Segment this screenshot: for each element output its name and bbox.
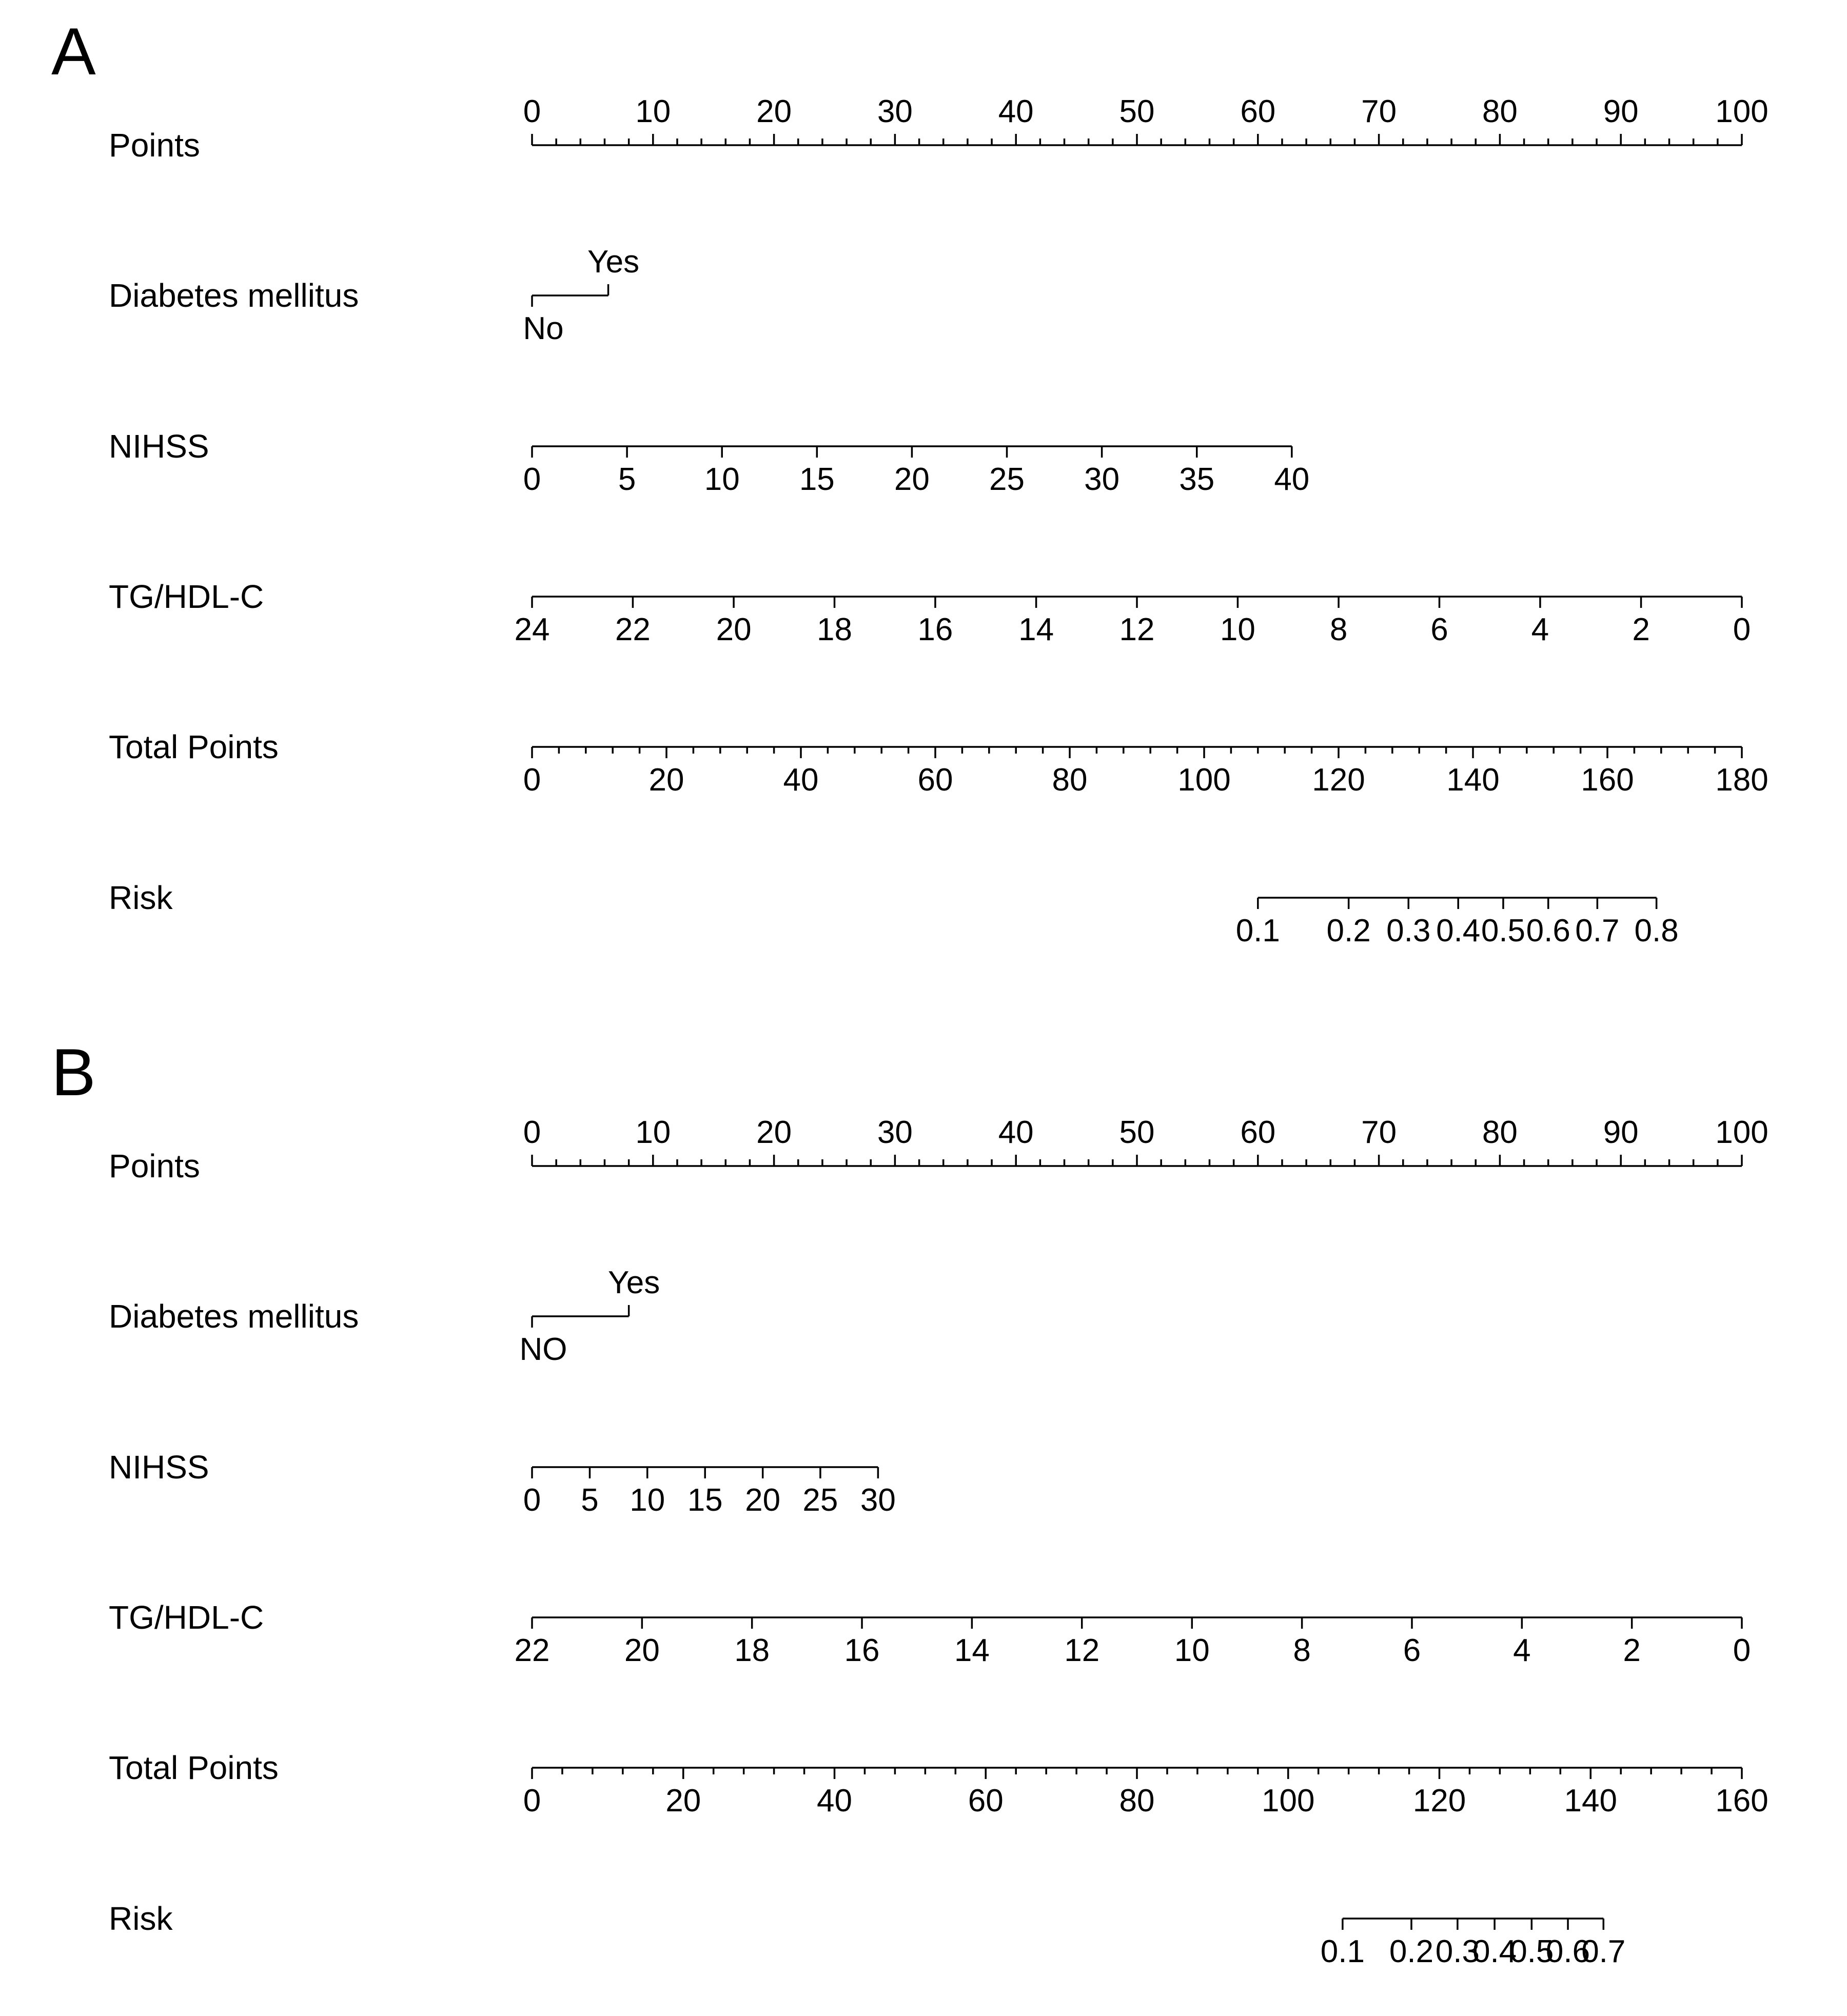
total-points-tick-label: 40 [783, 762, 819, 798]
category-level-label: No [523, 311, 564, 346]
variable-tick-label: 24 [514, 612, 550, 647]
panel-label: A [51, 14, 96, 89]
category-level-label: Yes [608, 1265, 660, 1300]
row-label: Points [109, 127, 200, 164]
total-points-tick-label: 100 [1177, 762, 1231, 798]
variable-tick-label: 14 [1018, 612, 1054, 647]
row-label: NIHSS [109, 428, 209, 465]
variable-tick-label: 4 [1513, 1633, 1531, 1668]
variable-tick-label: 10 [704, 462, 740, 497]
row-continuous [109, 428, 1309, 497]
points-tick-label: 70 [1361, 94, 1397, 129]
variable-tick-label: 8 [1293, 1633, 1311, 1668]
variable-tick-label: 0 [1733, 612, 1751, 647]
risk-tick-label: 0.3 [1435, 1934, 1480, 1969]
points-tick-label: 0 [523, 1115, 541, 1150]
row-risk [109, 1900, 1625, 1969]
row-categorical [109, 244, 639, 346]
row-continuous [109, 1449, 896, 1518]
variable-tick-label: 20 [745, 1483, 781, 1518]
total-points-tick-label: 20 [665, 1783, 701, 1819]
points-tick-label: 70 [1361, 1115, 1397, 1150]
risk-tick-label: 0.1 [1235, 913, 1280, 948]
variable-tick-label: 30 [1084, 462, 1120, 497]
points-tick-label: 100 [1715, 94, 1769, 129]
variable-tick-label: 15 [687, 1483, 723, 1518]
total-points-tick-label: 160 [1581, 762, 1634, 798]
variable-tick-label: 6 [1430, 612, 1448, 647]
total-points-tick-label: 0 [523, 762, 541, 798]
total-points-tick-label: 140 [1564, 1783, 1617, 1819]
risk-tick-label: 0.4 [1436, 913, 1481, 948]
variable-tick-label: 20 [716, 612, 752, 647]
points-tick-label: 60 [1240, 1115, 1276, 1150]
total-points-tick-label: 160 [1715, 1783, 1769, 1819]
total-points-tick-label: 180 [1715, 762, 1769, 798]
variable-tick-label: 18 [734, 1633, 770, 1668]
row-label: TG/HDL-C [109, 578, 264, 615]
points-tick-label: 20 [756, 94, 792, 129]
points-tick-label: 40 [998, 1115, 1034, 1150]
variable-tick-label: 12 [1064, 1633, 1100, 1668]
variable-tick-label: 4 [1531, 612, 1549, 647]
variable-tick-label: 22 [615, 612, 651, 647]
variable-tick-label: 18 [817, 612, 852, 647]
row-points [109, 94, 1769, 164]
variable-tick-label: 0 [523, 1483, 541, 1518]
variable-tick-label: 10 [1220, 612, 1255, 647]
variable-tick-label: 40 [1274, 462, 1310, 497]
points-tick-label: 10 [635, 94, 671, 129]
total-points-tick-label: 40 [817, 1783, 852, 1819]
risk-tick-label: 0.4 [1472, 1934, 1517, 1969]
risk-tick-label: 0.8 [1634, 913, 1679, 948]
risk-tick-label: 0.2 [1326, 913, 1371, 948]
points-tick-label: 30 [877, 1115, 913, 1150]
points-tick-label: 60 [1240, 94, 1276, 129]
variable-tick-label: 0 [523, 462, 541, 497]
variable-tick-label: 2 [1623, 1633, 1641, 1668]
row-label: Diabetes mellitus [109, 277, 359, 314]
points-tick-label: 30 [877, 94, 913, 129]
variable-tick-label: 20 [624, 1633, 660, 1668]
risk-tick-label: 0.6 [1526, 913, 1570, 948]
points-tick-label: 10 [635, 1115, 671, 1150]
total-points-tick-label: 20 [649, 762, 684, 798]
total-points-tick-label: 60 [968, 1783, 1004, 1819]
row-label: Risk [109, 1900, 173, 1937]
points-tick-label: 20 [756, 1115, 792, 1150]
points-tick-label: 80 [1482, 1115, 1518, 1150]
variable-tick-label: 16 [844, 1633, 880, 1668]
row-total [109, 728, 1769, 798]
points-tick-label: 50 [1119, 94, 1155, 129]
risk-tick-label: 0.5 [1509, 1934, 1554, 1969]
nomogram-panel-b [51, 1035, 1769, 1969]
risk-tick-label: 0.5 [1481, 913, 1526, 948]
row-risk [109, 879, 1679, 948]
variable-tick-label: 8 [1329, 612, 1348, 647]
risk-tick-label: 0.1 [1320, 1934, 1365, 1969]
variable-tick-label: 10 [1174, 1633, 1210, 1668]
total-points-tick-label: 140 [1446, 762, 1500, 798]
risk-tick-label: 0.2 [1389, 1934, 1434, 1969]
row-continuous [109, 1599, 1751, 1668]
row-points [109, 1115, 1769, 1184]
total-points-tick-label: 80 [1052, 762, 1088, 798]
points-tick-label: 90 [1603, 1115, 1639, 1150]
variable-tick-label: 20 [894, 462, 930, 497]
row-label: Total Points [109, 728, 279, 765]
risk-tick-label: 0.6 [1545, 1934, 1590, 1969]
variable-tick-label: 0 [1733, 1633, 1751, 1668]
points-tick-label: 50 [1119, 1115, 1155, 1150]
row-label: Total Points [109, 1749, 279, 1786]
variable-tick-label: 25 [802, 1483, 838, 1518]
row-label: Diabetes mellitus [109, 1298, 359, 1335]
nomogram-panel-a [51, 14, 1769, 948]
total-points-tick-label: 80 [1119, 1783, 1155, 1819]
variable-tick-label: 5 [618, 462, 636, 497]
points-tick-label: 0 [523, 94, 541, 129]
risk-tick-label: 0.3 [1386, 913, 1431, 948]
variable-tick-label: 2 [1632, 612, 1650, 647]
row-label: Risk [109, 879, 173, 916]
points-tick-label: 90 [1603, 94, 1639, 129]
category-level-label: Yes [587, 244, 640, 280]
category-level-label: NO [519, 1332, 567, 1367]
variable-tick-label: 15 [799, 462, 835, 497]
variable-tick-label: 35 [1179, 462, 1215, 497]
points-tick-label: 80 [1482, 94, 1518, 129]
risk-tick-label: 0.7 [1575, 913, 1620, 948]
risk-tick-label: 0.7 [1581, 1934, 1626, 1969]
panel-label: B [51, 1035, 96, 1110]
total-points-tick-label: 120 [1312, 762, 1365, 798]
row-categorical [109, 1265, 660, 1367]
variable-tick-label: 12 [1119, 612, 1155, 647]
variable-tick-label: 5 [581, 1483, 599, 1518]
total-points-tick-label: 100 [1262, 1783, 1315, 1819]
points-tick-label: 100 [1715, 1115, 1769, 1150]
total-points-tick-label: 60 [917, 762, 953, 798]
total-points-tick-label: 120 [1412, 1783, 1466, 1819]
variable-tick-label: 22 [514, 1633, 550, 1668]
variable-tick-label: 10 [630, 1483, 665, 1518]
row-label: TG/HDL-C [109, 1599, 264, 1636]
row-label: NIHSS [109, 1449, 209, 1486]
points-tick-label: 40 [998, 94, 1034, 129]
row-total [109, 1749, 1769, 1819]
row-continuous [109, 578, 1751, 647]
total-points-tick-label: 0 [523, 1783, 541, 1819]
variable-tick-label: 6 [1403, 1633, 1421, 1668]
variable-tick-label: 25 [989, 462, 1025, 497]
variable-tick-label: 14 [954, 1633, 990, 1668]
row-label: Points [109, 1148, 200, 1184]
variable-tick-label: 30 [860, 1483, 896, 1518]
variable-tick-label: 16 [917, 612, 953, 647]
